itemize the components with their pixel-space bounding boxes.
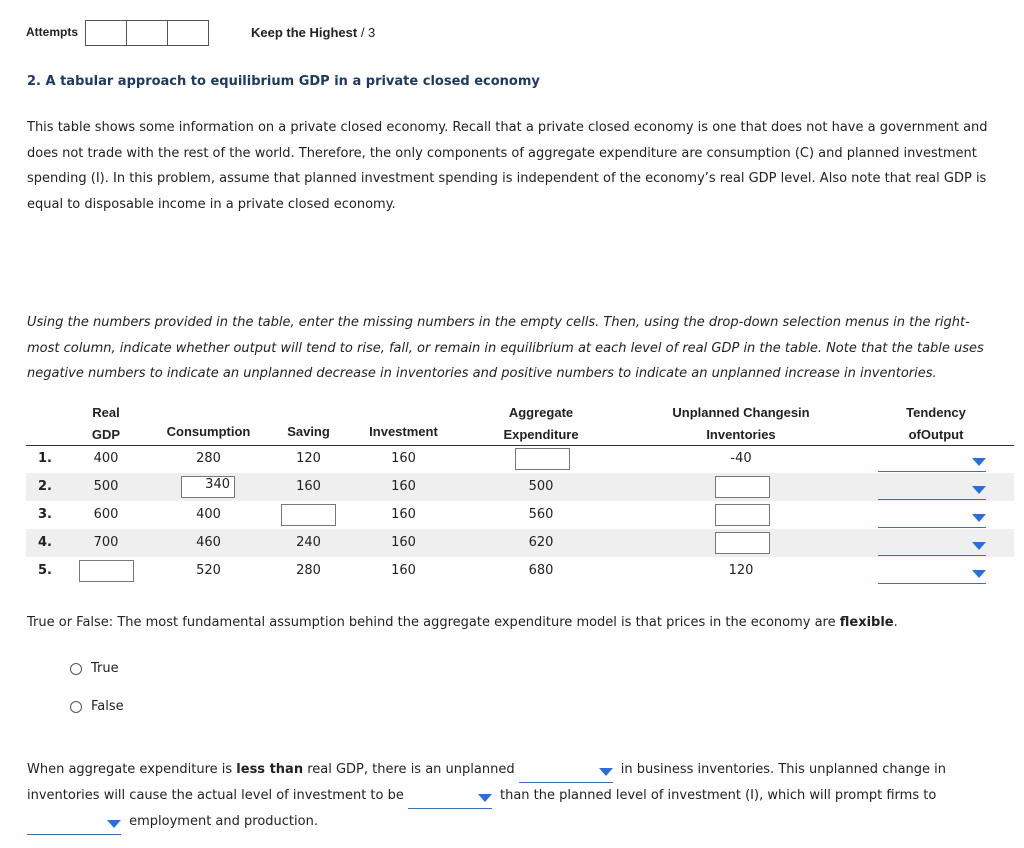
header-saving: Saving — [287, 424, 330, 439]
fill-text-5: employment and production. — [125, 814, 318, 829]
row-number: 1. — [38, 451, 52, 466]
cell-saving: 280 — [296, 563, 321, 578]
fill-text-3: in business inventories. This unplanned change in inventories will cause the actual level of investment to be — [27, 762, 947, 803]
header-real-gdp — [81, 402, 131, 446]
cell-investment: 160 — [391, 563, 416, 578]
truefalse-question — [27, 615, 898, 630]
header-gdp-top: Real — [92, 405, 120, 420]
row-number: 5. — [38, 563, 52, 578]
tf-question-end: . — [893, 615, 898, 630]
cell-investment: 160 — [391, 479, 416, 494]
keep-highest-label — [251, 25, 375, 40]
attempt-box-2 — [126, 20, 168, 46]
radio-true[interactable] — [70, 661, 119, 676]
dropdown-arrow-icon — [972, 486, 986, 494]
fill-text-2: real GDP, there is an unplanned — [303, 762, 515, 777]
radio-label-true: True — [91, 661, 119, 676]
cell-saving: 120 — [296, 451, 321, 466]
row-number: 2. — [38, 479, 52, 494]
cell-unplanned-inventories: 120 — [728, 563, 754, 578]
inventory-change-dropdown[interactable] — [519, 764, 613, 783]
header-aggregate-expenditure — [486, 402, 596, 446]
header-gdp-bottom: GDP — [91, 427, 121, 442]
header-tendency — [886, 402, 986, 446]
cell-saving: 160 — [296, 479, 321, 494]
radio-false[interactable] — [70, 699, 124, 714]
dropdown-arrow-icon — [972, 570, 986, 578]
ae-input[interactable] — [515, 448, 570, 470]
header-investment: Investment — [369, 424, 438, 439]
radio-circle[interactable] — [70, 701, 82, 713]
cell-consumption: 460 — [196, 535, 221, 550]
fill-text-bold: less than — [236, 762, 304, 777]
points-possible: / 3 — [360, 25, 376, 40]
ui-input[interactable] — [715, 532, 770, 554]
ui-input[interactable] — [715, 476, 770, 498]
header-ui-bottom: Inventories — [706, 427, 776, 442]
cell-consumption: 520 — [196, 563, 221, 578]
question-title: 2. A tabular approach to equilibrium GDP in a private closed economy — [27, 74, 540, 89]
firm-response-dropdown[interactable] — [27, 816, 121, 835]
ui-input[interactable] — [715, 504, 770, 526]
tf-question-bold: flexible — [839, 615, 894, 630]
tendency-dropdown[interactable] — [878, 511, 986, 528]
tendency-dropdown[interactable] — [878, 483, 986, 500]
header-ae-top: Aggregate — [508, 405, 574, 420]
header-tend-top: Tendency — [906, 405, 966, 420]
cell-investment: 160 — [391, 535, 416, 550]
fill-text-4: than the planned level of investment (I), which will prompt firms to — [495, 788, 937, 803]
dropdown-arrow-icon — [972, 542, 986, 550]
dropdown-arrow-icon — [972, 514, 986, 522]
attempt-box-1 — [85, 20, 127, 46]
question-instructions: Using the numbers provided in the table, enter the missing numbers in the empty cells. Then, using the drop-down selection menus in the right-most column, indicate whether output will tend to rise, fall, or remain in equilibrium at each level of real GDP in the table. Note that the table uses negative numbers to indicate an unplanned decrease in inventories and positive numbers to indicate an unplanned increase in inventories. — [27, 315, 984, 382]
cell-aggregate-expenditure: 500 — [528, 479, 554, 494]
table-row — [26, 473, 1014, 501]
saving-input[interactable] — [281, 504, 336, 526]
cell-gdp: 600 — [93, 507, 119, 522]
dropdown-arrow-icon — [972, 458, 986, 466]
cell-gdp: 500 — [93, 479, 119, 494]
table-row — [26, 557, 1014, 585]
table-row — [26, 501, 1014, 529]
header-consumption: Consumption — [166, 424, 251, 439]
cell-investment: 160 — [391, 451, 416, 466]
attempts-label: Attempts — [26, 25, 79, 39]
table-row — [26, 445, 1014, 473]
fill-in-paragraph — [27, 757, 1007, 835]
table-row — [26, 529, 1014, 557]
header-ui-top: Unplanned Changesin — [672, 405, 810, 420]
tendency-dropdown[interactable] — [878, 539, 986, 556]
attempt-box-3 — [167, 20, 209, 46]
cell-investment: 160 — [391, 507, 416, 522]
attempts-boxes — [85, 20, 208, 46]
dropdown-arrow-icon — [107, 820, 121, 828]
cell-consumption: 280 — [196, 451, 221, 466]
gdp-input[interactable] — [79, 560, 134, 582]
cell-aggregate-expenditure: 620 — [528, 535, 554, 550]
consumption-input[interactable]: 340 — [181, 476, 235, 498]
cell-aggregate-expenditure: 560 — [528, 507, 554, 522]
actual-investment-dropdown[interactable] — [408, 790, 492, 809]
header-unplanned-inventories — [656, 402, 826, 446]
cell-consumption: 400 — [196, 507, 221, 522]
keep-highest-text: Keep the Highest — [251, 25, 358, 40]
cell-gdp: 700 — [93, 535, 119, 550]
dropdown-arrow-icon — [478, 794, 492, 802]
question-intro: This table shows some information on a private closed economy. Recall that a private closed economy is one that does not have a government and does not trade with the rest of the world. Therefore, the only components of aggregate expenditure are consumption (C) and planned investment spending (I). In this problem, assume that planned investment spending is independent of the economy’s real GDP level. Also note that real GDP is equal to disposable income in a private closed economy. — [27, 120, 988, 212]
dropdown-arrow-icon — [599, 768, 613, 776]
row-number: 4. — [38, 535, 52, 550]
tendency-dropdown[interactable] — [878, 455, 986, 472]
cell-saving: 240 — [296, 535, 321, 550]
cell-aggregate-expenditure: 680 — [528, 563, 554, 578]
cell-gdp: 400 — [93, 451, 119, 466]
row-number: 3. — [38, 507, 52, 522]
tf-question-text: True or False: The most fundamental assumption behind the aggregate expenditure model is that prices in the economy are — [27, 615, 840, 630]
cell-unplanned-inventories: -40 — [730, 451, 752, 466]
radio-label-false: False — [91, 699, 124, 714]
header-tend-bottom: ofOutput — [908, 427, 964, 442]
radio-circle[interactable] — [70, 663, 82, 675]
tendency-dropdown[interactable] — [878, 567, 986, 584]
header-ae-bottom: Expenditure — [503, 427, 579, 442]
fill-text-1: When aggregate expenditure is — [27, 762, 237, 777]
